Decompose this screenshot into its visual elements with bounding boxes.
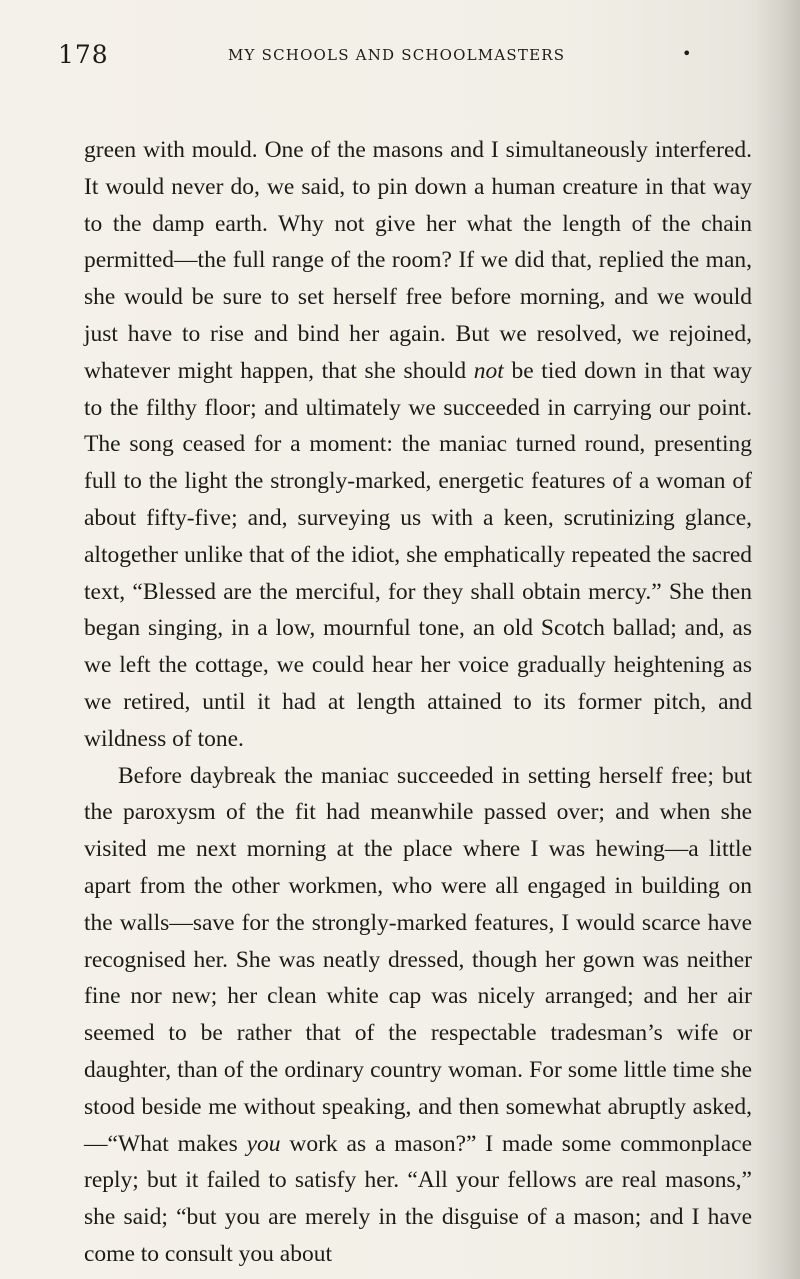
running-head: MY SCHOOLS AND SCHOOLMASTERS [228,46,566,64]
paragraph-1-emphasis: not [473,357,504,384]
paragraph-1-text: green with mould. One of the masons and I simultaneously interfered. It would never do, we said, to pin down a human creature in that way to the damp earth. Why not give her what the length of the chain permitted—the full range of the room? If we did that, replied the man, she would be sure to set herself free before morning, and we would just have to rise and bind her again. But we resolved, we rejoined, whatever might happen, that she should [84,137,752,384]
page-number: 178 [58,40,109,69]
paragraph-2 [84,758,752,1273]
paragraph-2-text-rest: work as a mason?” I made some commonplace reply; but it failed to satisfy her. “All your fellows are real masons,” she said; “but you are merely in the disguise of a mason; and I have come to consult you about [84,1130,753,1267]
page-edge-shadow [754,0,800,1279]
paragraph-2-emphasis: you [246,1130,281,1157]
paragraph-1-text-rest: be tied down in that way to the filthy floor; and ultimately we succeeded in carrying our point. The song ceased for a moment: the maniac turned round, presenting full to the light the strongly-marked, energetic features of a woman of about fifty-five; and, surveying us with a keen, scrutinizing glance, altogether unlike that of the idiot, she emphatically repeated the sacred text, “Blessed are the merciful, for they shall obtain mercy.” She then began singing, in a low, mournful tone, an old Scotch ballad; and, as we left the cottage, we could hear her voice gradually heightening as we retired, until it had at length attained to its former pitch, and wildness of tone. [84,357,752,752]
paragraph-2-text: Before daybreak the maniac succeeded in setting herself free; but the paroxysm of the fit had meanwhile passed over; and when she visited me next morning at the place where I was hewing—a little apart from the other workmen, who were all engaged in building on the walls—save for the strongly-marked features, I would scarce have recognised her. She was neatly dressed, though her gown was neither fine nor new; her clean white cap was nicely arranged; and her air seemed to be rather that of the respectable tradesman’s wife or daughter, than of the ordinary country woman. For some little time she stood beside me without speaking, and then somewhat abruptly asked,—“What makes [84,762,752,1157]
page-header [58,40,758,80]
paragraph-1 [84,132,752,758]
body-text [84,132,752,1273]
header-ornament: • [682,44,692,63]
